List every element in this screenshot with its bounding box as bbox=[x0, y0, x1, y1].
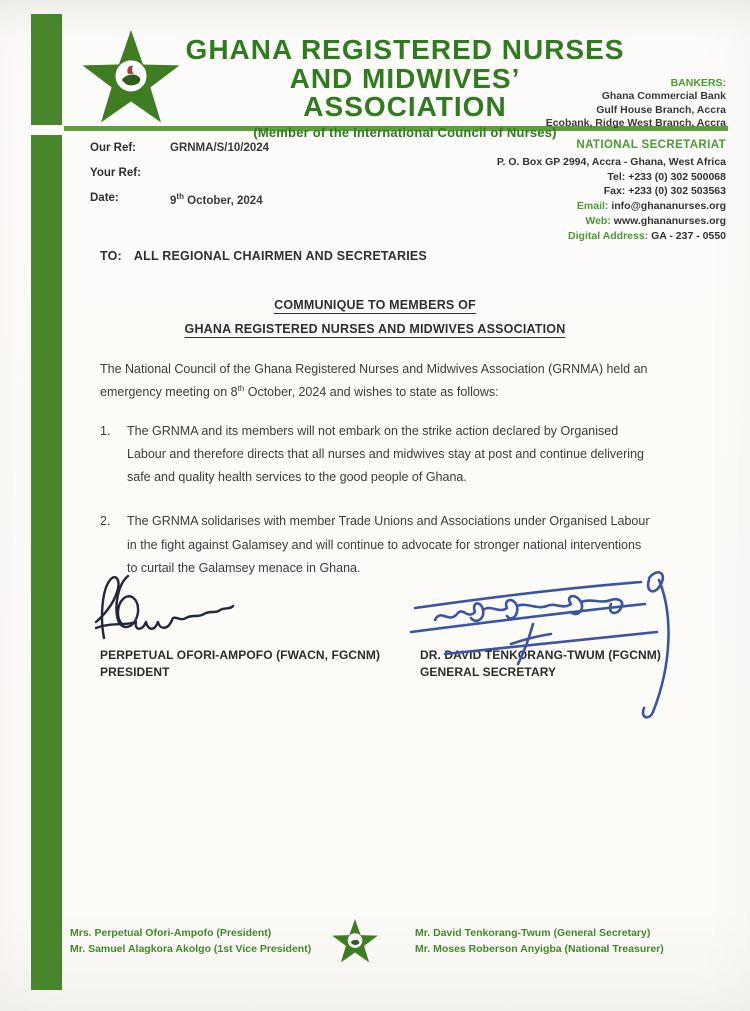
our-ref-row bbox=[90, 142, 390, 154]
footer-official: Mr. Moses Roberson Anyigba (National Treasurer) bbox=[415, 943, 664, 956]
president-signer-block bbox=[100, 647, 380, 682]
to-line bbox=[100, 249, 427, 263]
bankers-block bbox=[546, 77, 726, 131]
secretariat-address: P. O. Box GP 2994, Accra - Ghana, West Africa bbox=[496, 156, 726, 169]
date-row bbox=[90, 192, 390, 207]
intro-paragraph: The National Council of the Ghana Registered Nurses and Midwives Association (GRNMA) held an emergency meeting on 8th October, 2024 and wishes to state as follows: bbox=[100, 362, 648, 400]
president-name: PERPETUAL OFORI-AMPOFO (FWACN, FGCNM) bbox=[100, 648, 381, 662]
general-secretary-name: DR. DAVID TENKORANG-TWUM (FGCNM) bbox=[420, 648, 661, 662]
secretariat-web: Web: www.ghananurses.org bbox=[585, 214, 726, 227]
grnma-star-logo-icon bbox=[78, 28, 184, 130]
footer-officials-right bbox=[415, 925, 664, 958]
general-secretary-title: GENERAL SECRETARY bbox=[420, 665, 557, 680]
footer-officials-left bbox=[70, 925, 311, 958]
general-secretary-signature-ink-icon bbox=[405, 566, 690, 726]
communique-heading bbox=[75, 298, 675, 346]
footer-star-logo-icon bbox=[330, 918, 380, 966]
date-label: Date: bbox=[90, 192, 119, 204]
secretariat-digital-address: Digital Address: GA - 237 - 0550 bbox=[568, 229, 726, 242]
secretariat-block bbox=[497, 137, 726, 243]
your-ref-label: Your Ref: bbox=[90, 167, 141, 179]
footer-official: Mrs. Perpetual Ofori-Ampofo (President) bbox=[70, 927, 272, 939]
banker-line: Gulf House Branch, Accra bbox=[596, 103, 726, 116]
president-signature-ink-icon bbox=[88, 572, 246, 646]
banker-line: Ghana Commercial Bank bbox=[601, 90, 726, 103]
item-text: The GRNMA solidarises with member Trade Unions and Associations under Organised Labour in the fight against Galamsey and will continue to advocate for stronger national interventions to curtail the Galamsey menace in Ghana. bbox=[127, 514, 650, 575]
your-ref-row bbox=[90, 167, 390, 179]
communique-heading-line2: GHANA REGISTERED NURSES AND MIDWIVES ASSOCIATION bbox=[184, 322, 566, 336]
footer-official: Mr. Samuel Alagkora Akolgo (1st Vice President) bbox=[70, 943, 312, 956]
list-item bbox=[100, 420, 652, 489]
left-green-bar-top bbox=[31, 14, 62, 125]
banker-line: Ecobank, Ridge West Branch, Accra bbox=[545, 117, 726, 130]
president-title: PRESIDENT bbox=[100, 665, 170, 680]
date-value: 9th October, 2024 bbox=[170, 192, 263, 207]
our-ref-value: GRNMA/S/10/2024 bbox=[170, 142, 270, 154]
org-title-line1: GHANA REGISTERED NURSES bbox=[185, 34, 625, 65]
our-ref-label: Our Ref: bbox=[90, 142, 136, 154]
to-label: TO: bbox=[100, 249, 122, 263]
org-subtitle: (Member of the International Council of Nurses) bbox=[253, 124, 557, 140]
communique-heading-line1: COMMUNIQUE TO MEMBERS OF bbox=[274, 298, 476, 312]
item-number: 2. bbox=[100, 514, 111, 529]
footer-official: Mr. David Tenkorang-Twum (General Secretary) bbox=[415, 927, 651, 939]
item-text: The GRNMA and its members will not embark on the strike action declared by Organised Labour and therefore directs that all nurses and midwives stay at post and continue delivering safe and quality health services to the good people of Ghana. bbox=[127, 424, 644, 485]
secretariat-title: NATIONAL SECRETARIAT bbox=[576, 139, 726, 151]
reference-block bbox=[90, 142, 390, 220]
secretariat-tel: Tel: +233 (0) 302 500068 bbox=[607, 170, 726, 183]
org-title-line2: AND MIDWIVES’ ASSOCIATION bbox=[289, 62, 521, 123]
left-green-bar bbox=[31, 135, 62, 990]
item-number: 1. bbox=[100, 424, 111, 438]
bankers-label: BANKERS: bbox=[670, 77, 726, 89]
to-recipients: ALL REGIONAL CHAIRMEN AND SECRETARIES bbox=[133, 249, 427, 263]
secretariat-fax: Fax: +233 (0) 302 503563 bbox=[603, 185, 726, 198]
secretariat-email: Email: info@ghananurses.org bbox=[576, 200, 726, 213]
